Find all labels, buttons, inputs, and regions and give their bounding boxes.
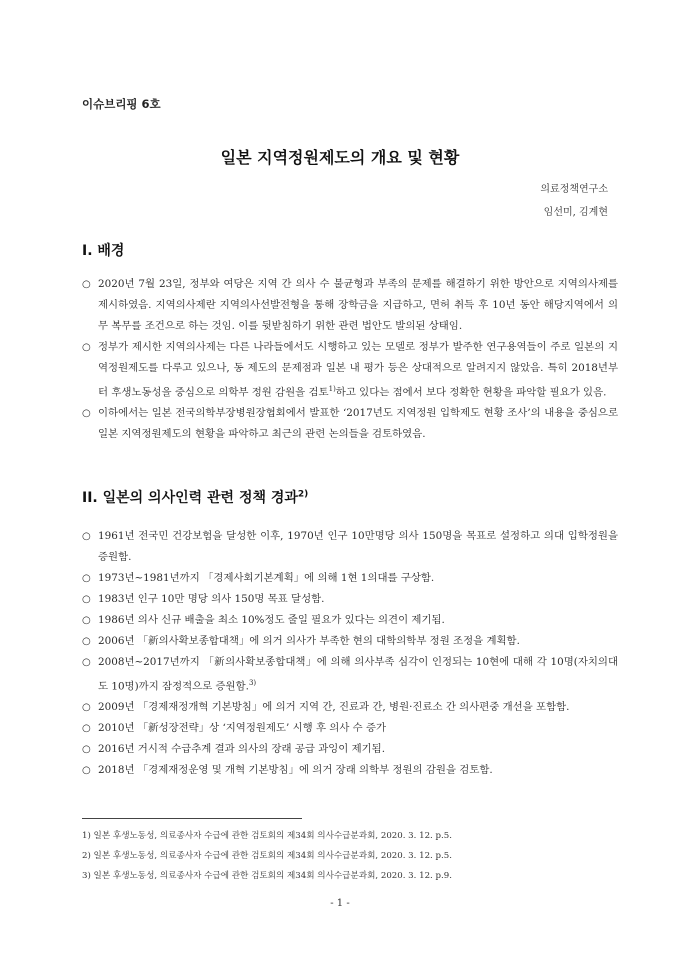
list-item xyxy=(82,739,618,760)
list-item xyxy=(82,652,618,697)
section-heading-policy xyxy=(82,487,308,507)
bullet-circle-icon: ○ xyxy=(82,279,91,290)
bullet-circle-icon: ○ xyxy=(82,594,91,605)
footnote-divider xyxy=(82,818,302,819)
bullet-circle-icon: ○ xyxy=(82,636,91,647)
list-item-text: 이하에서는 일본 전국의학부장병원장협회에서 발표한 ‘2017년도 지역정원 입학제도 현황 조사’의 내용을 중심으로 일본 지역정원제도의 현황을 파악하고 최근의 관련 논의들을 검토하였음. xyxy=(98,407,618,441)
bullet-circle-icon: ○ xyxy=(82,765,91,777)
list-item xyxy=(82,337,618,403)
section-heading-text: II. 일본의 의사인력 관련 정책 경과 xyxy=(82,490,298,506)
authors: 임선미, 김계현 xyxy=(543,207,608,218)
list-item-text: 1973년~1981년까지 「경제사회기본계획」에 의해 1현 1의대를 구상함. xyxy=(98,572,435,584)
list-item xyxy=(82,274,618,337)
list-item-text: 2020년 7월 23일, 정부와 여당은 지역 간 의사 수 불균형과 부족의 문제를 해결하기 위한 방안으로 지역의사제를 제시하였음. 지역의사제란 지역의사선발전형을 통해 장학금을 지급하고, 면허 취득 후 10년 동안 해당지역에서 의무 복무를 조건으로 하는 것임. 이를 뒷받침하기 위한 관련 법안도 발의된 상태임. xyxy=(98,278,618,332)
list-item xyxy=(82,526,618,568)
list-item xyxy=(82,760,618,781)
list-item-text: 2008년~2017년까지 「新의사확보종합대책」에 의해 의사부족 심각이 인정되는 10현에 대해 각 10명(자치의대도 10명)까지 잠정적으로 증원함. xyxy=(98,656,618,693)
bullet-circle-icon: ○ xyxy=(82,342,91,353)
list-item xyxy=(82,631,618,652)
list-item-text: 1983년 인구 10만 명당 의사 150명 목표 달성함. xyxy=(98,593,325,605)
list-item-text: 2018년 「경제재정운영 및 개혁 기본방침」에 의거 장래 의학부 정원의 감원을 검토함. xyxy=(98,764,493,777)
bullet-circle-icon: ○ xyxy=(82,531,91,542)
document-title: 일본 지역정원제도의 개요 및 현황 xyxy=(220,148,460,167)
bullet-circle-icon: ○ xyxy=(82,657,91,668)
list-item xyxy=(82,718,618,739)
bullet-circle-icon: ○ xyxy=(82,615,91,626)
footnote-list xyxy=(82,826,622,886)
list-item xyxy=(82,610,618,631)
organization: 의료정책연구소 xyxy=(540,184,608,195)
bullet-circle-icon: ○ xyxy=(82,702,91,714)
list-item-text: 2009년 「경제재정개혁 기본방침」에 의거 지역 간, 진료과 간, 병원·진료소 간 의사편중 개선을 포함함. xyxy=(98,701,570,714)
page-number: - 1 - xyxy=(330,898,350,909)
background-bullet-list xyxy=(82,274,618,445)
list-item xyxy=(82,697,618,718)
footnote: 1) 일본 후생노동성, 의료종사자 수급에 관한 검토회의 제34회 의사수급분과회, 2020. 3. 12. p.5. xyxy=(82,831,452,841)
footnote-ref: 3) xyxy=(248,679,257,687)
list-item-text: 1961년 전국민 건강보험을 달성한 이후, 1970년 인구 10만명당 의사 150명을 목표로 설정하고 의대 입학정원을 증원함. xyxy=(98,530,618,563)
series-label: 이슈브리핑 6호 xyxy=(82,97,161,111)
bullet-circle-icon: ○ xyxy=(82,408,91,420)
footnote: 3) 일본 후생노동성, 의료종사자 수급에 관한 검토회의 제34회 의사수급분과회, 2020. 3. 12. p.9. xyxy=(82,871,452,881)
list-item xyxy=(82,589,618,610)
bullet-circle-icon: ○ xyxy=(82,744,91,756)
list-item-text: 2016년 거시적 수급추계 결과 의사의 장래 공급 과잉이 제기됨. xyxy=(98,743,386,756)
footnote: 2) 일본 후생노동성, 의료종사자 수급에 관한 검토회의 제34회 의사수급분과회, 2020. 3. 12. p.5. xyxy=(82,851,452,861)
list-item-text: 2010년 「新성장전략」상 ‘지역정원제도’ 시행 후 의사 수 증가 xyxy=(98,722,387,735)
list-item-text: 정부가 제시한 지역의사제는 다른 나라들에서도 시행하고 있는 모델로 정부가 발주한 연구용역들이 주로 일본의 지역정원제도를 다루고 있으나, 동 제도의 문제점과 일본 내 평가 등은 상대적으로 알려지지 않았음. 특히 2018년부터 후생노동성을 중심으로 의학부 정원 감원을 검토 xyxy=(98,341,618,399)
list-item xyxy=(82,403,618,445)
footnote-ref: 1) xyxy=(328,385,336,393)
footnote-ref: 2) xyxy=(297,489,309,500)
list-item xyxy=(82,568,618,589)
list-item-text: 2006년 「新의사확보종합대책」에 의거 의사가 부족한 현의 대학의학부 정원 조정을 계획함. xyxy=(98,635,520,647)
bullet-circle-icon: ○ xyxy=(82,723,91,735)
policy-bullet-list xyxy=(82,526,618,781)
list-item-text: 하고 있다는 점에서 보다 정확한 현황을 파악할 필요가 있음. xyxy=(335,386,607,399)
list-item-text: 1986년 의사 신규 배출을 최소 10%정도 줄일 필요가 있다는 의견이 제기됨. xyxy=(98,614,445,626)
section-heading-background: I. 배경 xyxy=(82,243,125,259)
bullet-circle-icon: ○ xyxy=(82,573,91,584)
